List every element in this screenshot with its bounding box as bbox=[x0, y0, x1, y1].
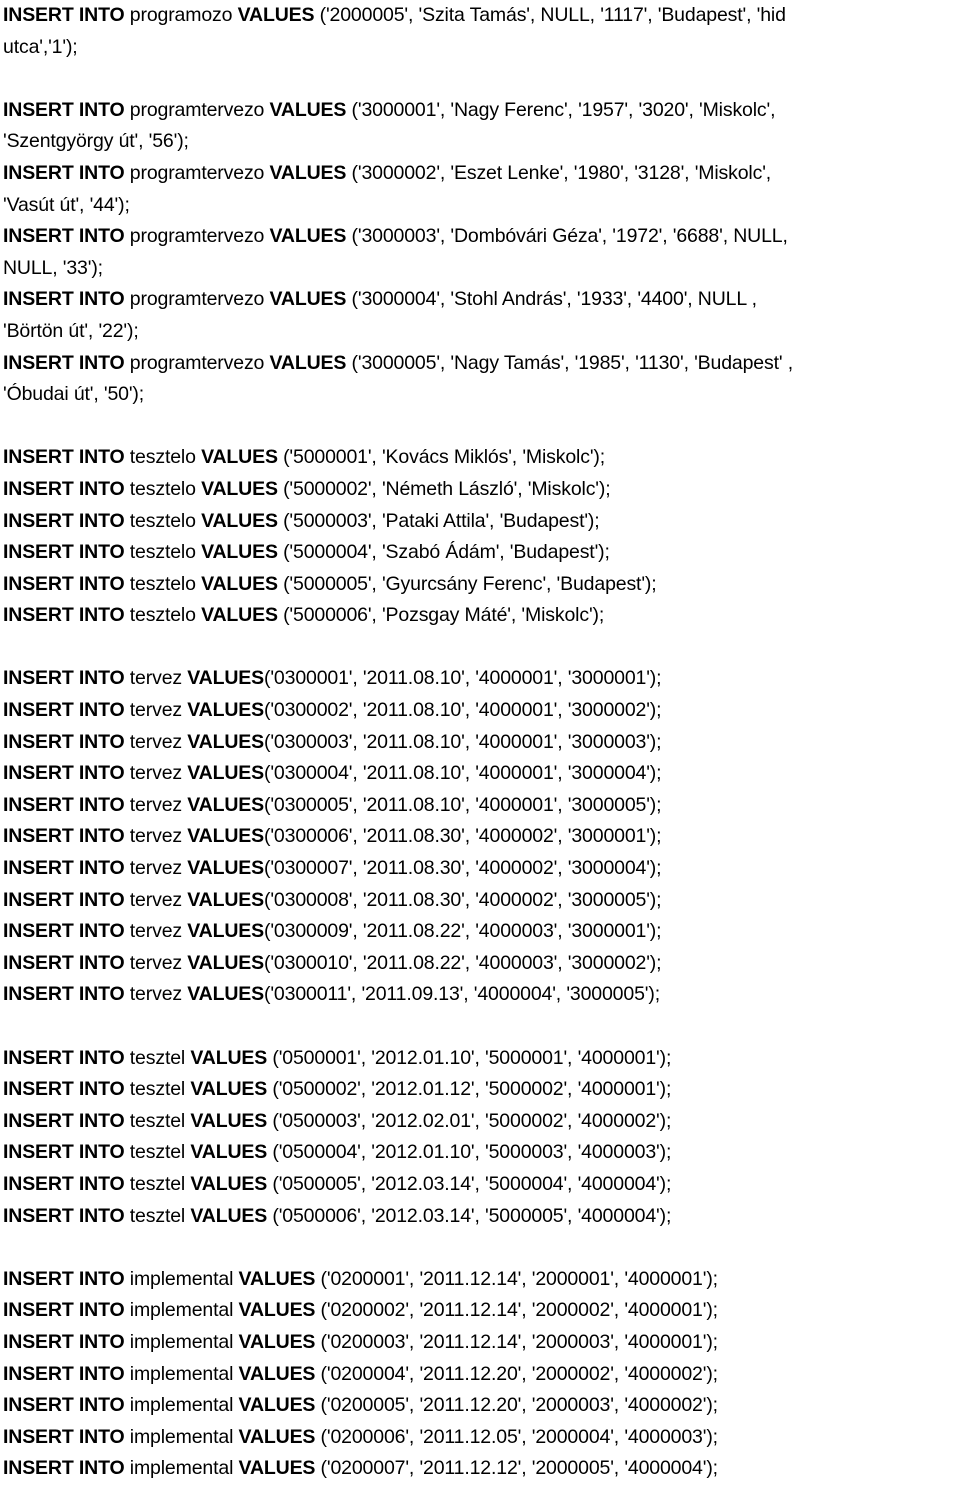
sql-keyword: VALUES bbox=[187, 983, 265, 1006]
sql-text: ('3000002', 'Eszet Lenke', '1980', '3128', 'Miskolc', bbox=[346, 161, 772, 184]
sql-keyword: INSERT INTO bbox=[3, 98, 125, 121]
sql-line bbox=[3, 821, 960, 853]
sql-keyword: VALUES bbox=[201, 604, 278, 627]
sql-line bbox=[3, 32, 960, 64]
sql-keyword: INSERT INTO bbox=[3, 161, 125, 184]
sql-keyword: INSERT INTO bbox=[3, 1299, 125, 1322]
sql-text: tesztelo bbox=[124, 604, 202, 627]
sql-line bbox=[3, 1295, 960, 1327]
sql-keyword: VALUES bbox=[238, 1425, 316, 1448]
sql-keyword: INSERT INTO bbox=[3, 920, 125, 943]
sql-keyword: INSERT INTO bbox=[3, 793, 125, 816]
sql-text: ('5000003', 'Pataki Attila', 'Budapest'); bbox=[277, 509, 600, 532]
sql-line bbox=[3, 1390, 960, 1422]
sql-text: tervez bbox=[124, 762, 188, 785]
sql-keyword: VALUES bbox=[238, 1362, 316, 1385]
sql-keyword: VALUES bbox=[187, 951, 265, 974]
sql-keyword: VALUES bbox=[201, 509, 278, 532]
sql-text: tervez bbox=[124, 888, 188, 911]
sql-line bbox=[3, 1453, 960, 1485]
sql-line bbox=[3, 600, 960, 632]
sql-text: implemental bbox=[124, 1394, 239, 1417]
sql-keyword: INSERT INTO bbox=[3, 572, 125, 595]
sql-keyword: INSERT INTO bbox=[3, 477, 125, 500]
sql-keyword: VALUES bbox=[269, 98, 347, 121]
sql-text: ('0200007', '2011.12.12', '2000005', '4000004'); bbox=[315, 1457, 718, 1480]
sql-keyword: INSERT INTO bbox=[3, 4, 125, 26]
sql-keyword: VALUES bbox=[187, 857, 265, 880]
sql-keyword: VALUES bbox=[238, 1299, 316, 1322]
sql-line bbox=[3, 1264, 960, 1296]
sql-text: ('5000004', 'Szabó Ádám', 'Budapest'); bbox=[277, 541, 610, 564]
sql-keyword: VALUES bbox=[269, 288, 347, 311]
block-gap bbox=[3, 632, 960, 664]
sql-text: ('3000001', 'Nagy Ferenc', '1957', '3020', 'Miskolc', bbox=[346, 98, 776, 121]
sql-text: ('0200005', '2011.12.20', '2000003', '4000002'); bbox=[315, 1394, 718, 1417]
sql-text: ('0500005', '2012.03.14', '5000004', '4000004'); bbox=[267, 1172, 672, 1195]
sql-keyword: VALUES bbox=[269, 161, 347, 184]
sql-line bbox=[3, 316, 960, 348]
sql-text: tesztel bbox=[124, 1078, 191, 1101]
sql-keyword: VALUES bbox=[187, 762, 265, 785]
sql-keyword: VALUES bbox=[187, 730, 265, 753]
sql-keyword: VALUES bbox=[237, 4, 315, 26]
sql-text: ('5000001', 'Kovács Miklós', 'Miskolc'); bbox=[277, 446, 606, 469]
sql-line bbox=[3, 663, 960, 695]
sql-keyword: VALUES bbox=[187, 667, 265, 690]
sql-text: NULL, '33'); bbox=[3, 256, 103, 279]
block-gap bbox=[3, 1011, 960, 1043]
sql-keyword: INSERT INTO bbox=[3, 604, 125, 627]
sql-text: tesztelo bbox=[124, 446, 202, 469]
sql-line bbox=[3, 1359, 960, 1391]
sql-text: tervez bbox=[124, 699, 188, 722]
sql-line bbox=[3, 442, 960, 474]
sql-keyword: VALUES bbox=[238, 1457, 316, 1480]
sql-keyword: VALUES bbox=[269, 351, 347, 374]
sql-text: tervez bbox=[124, 793, 188, 816]
sql-keyword: INSERT INTO bbox=[3, 1172, 125, 1195]
sql-keyword: INSERT INTO bbox=[3, 509, 125, 532]
sql-text: ('0300011', '2011.09.13', '4000004', '3000005'); bbox=[264, 983, 660, 1006]
sql-keyword: INSERT INTO bbox=[3, 288, 125, 311]
sql-keyword: INSERT INTO bbox=[3, 1046, 125, 1069]
sql-text: ('3000005', 'Nagy Tamás', '1985', '1130', 'Budapest' , bbox=[346, 351, 793, 374]
sql-text: ('0300004', '2011.08.10', '4000001', '3000004'); bbox=[264, 762, 662, 785]
sql-text: tesztel bbox=[124, 1204, 191, 1227]
sql-text: ('3000003', 'Dombóvári Géza', '1972', '6688', NULL, bbox=[346, 225, 788, 248]
sql-text: 'Óbudai út', '50'); bbox=[3, 383, 145, 406]
sql-line bbox=[3, 126, 960, 158]
sql-line bbox=[3, 569, 960, 601]
sql-keyword: VALUES bbox=[187, 825, 265, 848]
sql-keyword: VALUES bbox=[238, 1394, 316, 1417]
sql-line bbox=[3, 727, 960, 759]
sql-text: tesztelo bbox=[124, 572, 202, 595]
sql-keyword: INSERT INTO bbox=[3, 1394, 125, 1417]
sql-keyword: INSERT INTO bbox=[3, 699, 125, 722]
sql-text: implemental bbox=[124, 1457, 239, 1480]
sql-line bbox=[3, 284, 960, 316]
sql-text: ('0300009', '2011.08.22', '4000003', '3000001'); bbox=[264, 920, 662, 943]
sql-text: tervez bbox=[124, 730, 188, 753]
sql-line bbox=[3, 1043, 960, 1075]
sql-keyword: VALUES bbox=[201, 572, 278, 595]
sql-text: tervez bbox=[124, 667, 188, 690]
sql-text: tesztelo bbox=[124, 541, 202, 564]
sql-keyword: INSERT INTO bbox=[3, 730, 125, 753]
sql-text: tervez bbox=[124, 825, 188, 848]
sql-text: ('0300010', '2011.08.22', '4000003', '3000002'); bbox=[264, 951, 662, 974]
sql-keyword: INSERT INTO bbox=[3, 825, 125, 848]
sql-keyword: INSERT INTO bbox=[3, 225, 125, 248]
sql-text: ('0300006', '2011.08.30', '4000002', '3000001'); bbox=[264, 825, 662, 848]
sql-text: ('5000002', 'Németh László', 'Miskolc'); bbox=[277, 477, 611, 500]
sql-keyword: INSERT INTO bbox=[3, 1141, 125, 1164]
sql-line bbox=[3, 506, 960, 538]
sql-text: ('5000005', 'Gyurcsány Ferenc', 'Budapest'); bbox=[277, 572, 657, 595]
sql-text: ('0200004', '2011.12.20', '2000002', '4000002'); bbox=[315, 1362, 718, 1385]
sql-line bbox=[3, 758, 960, 790]
sql-line bbox=[3, 979, 960, 1011]
sql-keyword: INSERT INTO bbox=[3, 888, 125, 911]
sql-text: programtervezo bbox=[124, 351, 270, 374]
sql-text: tervez bbox=[124, 920, 188, 943]
sql-keyword: INSERT INTO bbox=[3, 351, 125, 374]
sql-line bbox=[3, 1422, 960, 1454]
sql-line bbox=[3, 916, 960, 948]
sql-line bbox=[3, 0, 960, 32]
sql-keyword: VALUES bbox=[238, 1267, 316, 1290]
sql-keyword: INSERT INTO bbox=[3, 541, 125, 564]
sql-keyword: VALUES bbox=[190, 1172, 268, 1195]
sql-text: ('0300003', '2011.08.10', '4000001', '3000003'); bbox=[264, 730, 662, 753]
sql-text: ('0500004', '2012.01.10', '5000003', '4000003'); bbox=[267, 1141, 672, 1164]
sql-line bbox=[3, 190, 960, 222]
sql-text: tesztelo bbox=[124, 477, 202, 500]
sql-keyword: INSERT INTO bbox=[3, 1109, 125, 1132]
sql-keyword: INSERT INTO bbox=[3, 951, 125, 974]
sql-text: implemental bbox=[124, 1330, 239, 1353]
sql-text: ('0200002', '2011.12.14', '2000002', '4000001'); bbox=[315, 1299, 718, 1322]
sql-text: 'Vasút út', '44'); bbox=[3, 193, 130, 216]
sql-text: programozo bbox=[124, 4, 238, 26]
sql-keyword: INSERT INTO bbox=[3, 1425, 125, 1448]
sql-keyword: INSERT INTO bbox=[3, 1267, 125, 1290]
sql-keyword: VALUES bbox=[201, 477, 278, 500]
sql-keyword: VALUES bbox=[190, 1046, 268, 1069]
sql-keyword: INSERT INTO bbox=[3, 1457, 125, 1480]
sql-text: utca','1'); bbox=[3, 35, 78, 58]
sql-line bbox=[3, 948, 960, 980]
sql-line bbox=[3, 253, 960, 285]
sql-text: tesztel bbox=[124, 1141, 191, 1164]
sql-text: tesztel bbox=[124, 1172, 191, 1195]
sql-keyword: INSERT INTO bbox=[3, 762, 125, 785]
sql-text: implemental bbox=[124, 1267, 239, 1290]
sql-line bbox=[3, 790, 960, 822]
sql-line bbox=[3, 537, 960, 569]
sql-text: 'Börtön út', '22'); bbox=[3, 319, 139, 342]
sql-keyword: INSERT INTO bbox=[3, 983, 125, 1006]
sql-text: ('0300002', '2011.08.10', '4000001', '3000002'); bbox=[264, 699, 662, 722]
sql-text: ('0300001', '2011.08.10', '4000001', '3000001'); bbox=[264, 667, 662, 690]
sql-keyword: INSERT INTO bbox=[3, 667, 125, 690]
sql-line bbox=[3, 1327, 960, 1359]
sql-keyword: VALUES bbox=[187, 699, 265, 722]
sql-text: ('0500002', '2012.01.12', '5000002', '4000001'); bbox=[267, 1078, 672, 1101]
sql-text: ('0500001', '2012.01.10', '5000001', '4000001'); bbox=[267, 1046, 672, 1069]
sql-text: ('0500003', '2012.02.01', '5000002', '4000002'); bbox=[267, 1109, 672, 1132]
sql-line bbox=[3, 1201, 960, 1233]
sql-text: implemental bbox=[124, 1299, 239, 1322]
sql-text: ('0300007', '2011.08.30', '4000002', '3000004'); bbox=[264, 857, 662, 880]
sql-text: tervez bbox=[124, 983, 188, 1006]
sql-text: tesztel bbox=[124, 1046, 191, 1069]
sql-text: tervez bbox=[124, 857, 188, 880]
sql-line bbox=[3, 1169, 960, 1201]
sql-text: ('5000006', 'Pozsgay Máté', 'Miskolc'); bbox=[277, 604, 605, 627]
sql-text: tesztel bbox=[124, 1109, 191, 1132]
sql-text: ('0200003', '2011.12.14', '2000003', '4000001'); bbox=[315, 1330, 718, 1353]
sql-text: programtervezo bbox=[124, 288, 270, 311]
sql-line bbox=[3, 853, 960, 885]
sql-keyword: VALUES bbox=[201, 541, 278, 564]
block-gap bbox=[3, 411, 960, 443]
sql-keyword: VALUES bbox=[190, 1141, 268, 1164]
sql-line bbox=[3, 379, 960, 411]
sql-text: 'Szentgyörgy út', '56'); bbox=[3, 130, 189, 153]
sql-text: ('0300008', '2011.08.30', '4000002', '3000005'); bbox=[264, 888, 662, 911]
sql-line bbox=[3, 95, 960, 127]
sql-line bbox=[3, 885, 960, 917]
sql-keyword: VALUES bbox=[187, 888, 265, 911]
sql-keyword: VALUES bbox=[269, 225, 347, 248]
sql-text: ('0200006', '2011.12.05', '2000004', '4000003'); bbox=[315, 1425, 718, 1448]
sql-text: implemental bbox=[124, 1425, 239, 1448]
sql-keyword: VALUES bbox=[190, 1078, 268, 1101]
sql-keyword: INSERT INTO bbox=[3, 1204, 125, 1227]
sql-line bbox=[3, 1106, 960, 1138]
sql-text: programtervezo bbox=[124, 225, 270, 248]
sql-text: ('2000005', 'Szita Tamás', NULL, '1117', 'Budapest', 'hid bbox=[314, 4, 786, 26]
sql-text: ('3000004', 'Stohl András', '1933', '4400', NULL , bbox=[346, 288, 757, 311]
sql-line bbox=[3, 695, 960, 727]
sql-text: ('0500006', '2012.03.14', '5000005', '4000004'); bbox=[267, 1204, 672, 1227]
sql-keyword: INSERT INTO bbox=[3, 857, 125, 880]
sql-text: ('0200001', '2011.12.14', '2000001', '4000001'); bbox=[315, 1267, 718, 1290]
sql-text: tesztelo bbox=[124, 509, 202, 532]
block-gap bbox=[3, 1232, 960, 1264]
sql-line bbox=[3, 474, 960, 506]
sql-text: programtervezo bbox=[124, 98, 270, 121]
sql-text: programtervezo bbox=[124, 161, 270, 184]
sql-line bbox=[3, 158, 960, 190]
block-gap bbox=[3, 63, 960, 95]
sql-text: tervez bbox=[124, 951, 188, 974]
sql-line bbox=[3, 1137, 960, 1169]
sql-keyword: INSERT INTO bbox=[3, 1330, 125, 1353]
sql-keyword: INSERT INTO bbox=[3, 1078, 125, 1101]
sql-keyword: VALUES bbox=[190, 1109, 268, 1132]
sql-keyword: VALUES bbox=[238, 1330, 316, 1353]
sql-keyword: INSERT INTO bbox=[3, 1362, 125, 1385]
sql-keyword: INSERT INTO bbox=[3, 446, 125, 469]
sql-keyword: VALUES bbox=[187, 793, 265, 816]
sql-line bbox=[3, 348, 960, 380]
sql-text: implemental bbox=[124, 1362, 239, 1385]
sql-keyword: VALUES bbox=[190, 1204, 268, 1227]
sql-line bbox=[3, 221, 960, 253]
sql-line bbox=[3, 1074, 960, 1106]
sql-keyword: VALUES bbox=[201, 446, 278, 469]
sql-text: ('0300005', '2011.08.10', '4000001', '3000005'); bbox=[264, 793, 662, 816]
sql-keyword: VALUES bbox=[187, 920, 265, 943]
